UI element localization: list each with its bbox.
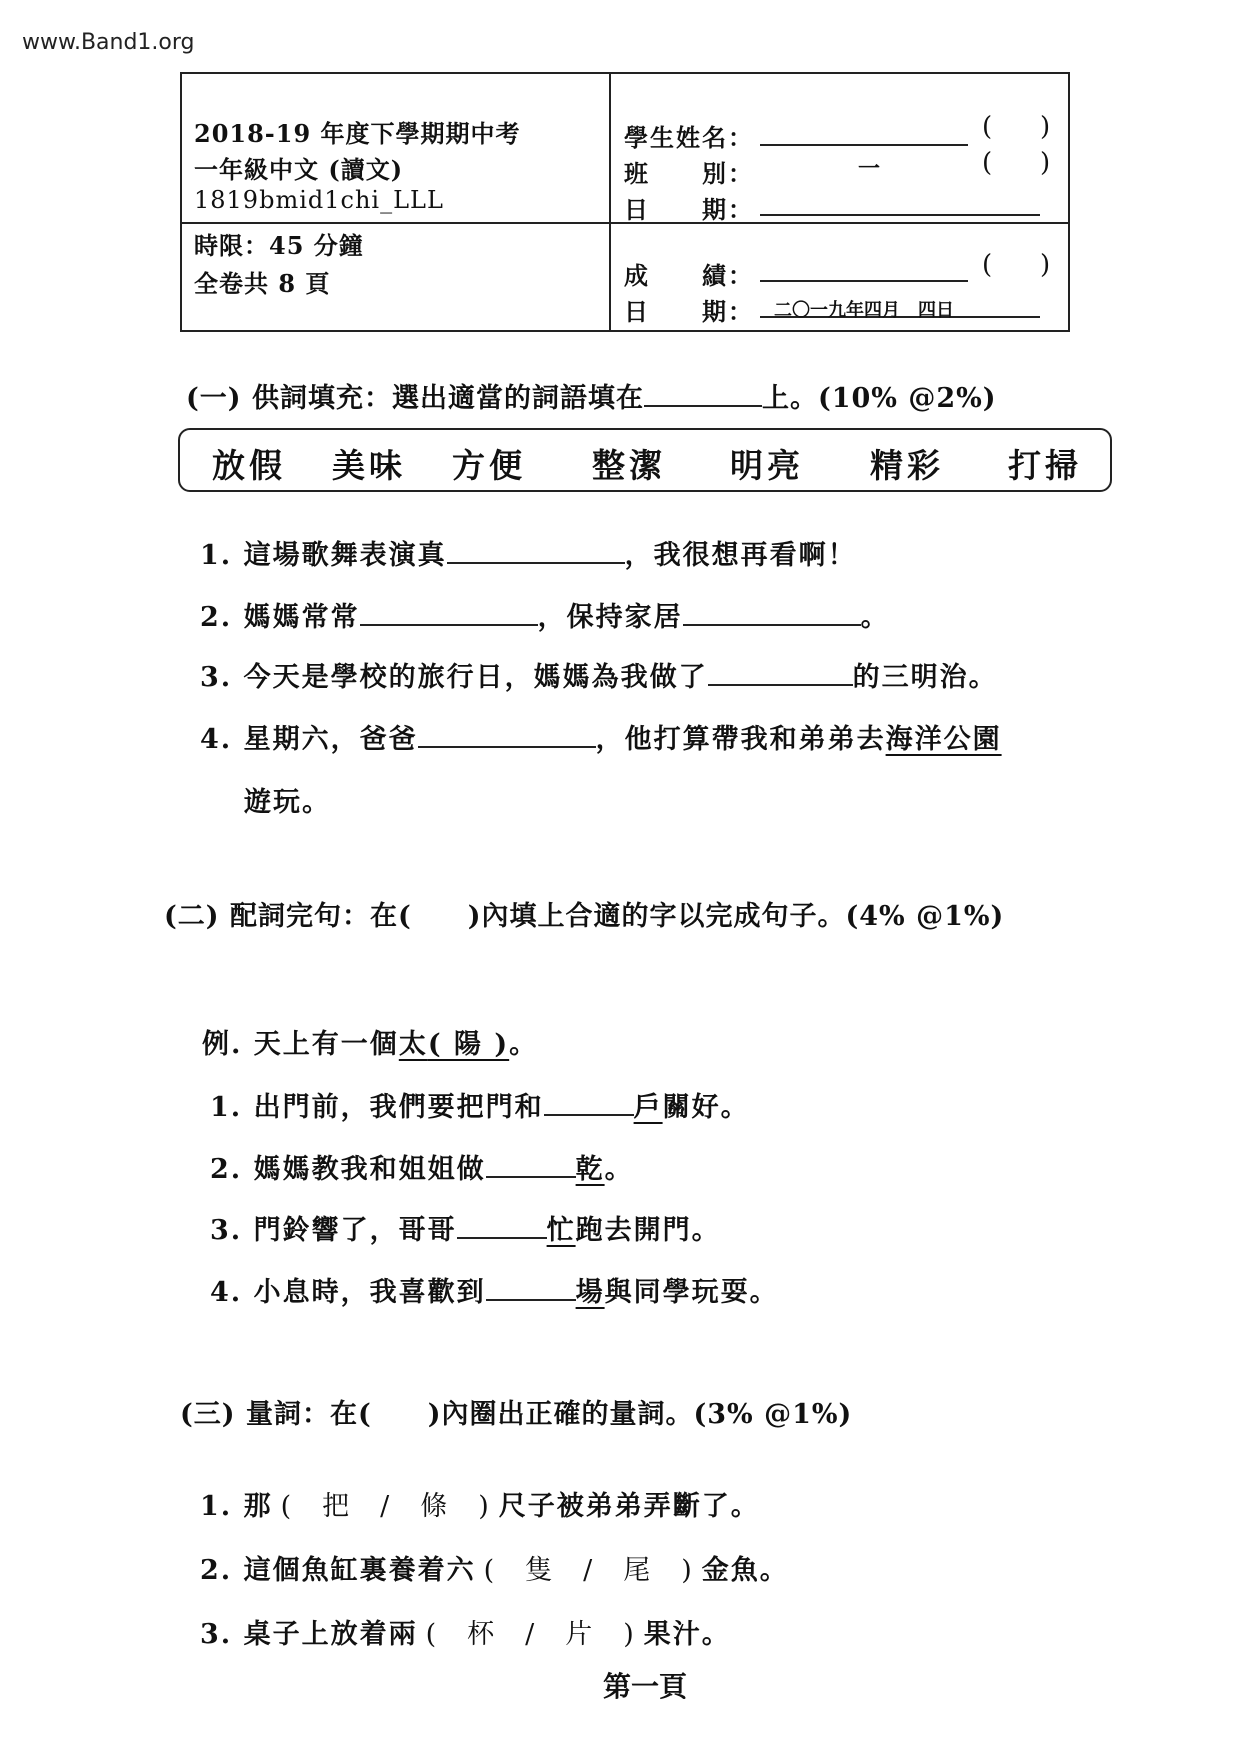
s1-q2-text-b: ，保持家居 (537, 602, 683, 633)
s2-q4-text-c: 與同學玩耍。 (604, 1277, 779, 1308)
word-bank-word: 放假 (212, 446, 286, 485)
score-field[interactable] (760, 254, 968, 282)
s2-question-3 (210, 1208, 721, 1247)
date-label: 日 期： (624, 195, 754, 224)
page-count: 全卷共 8 頁 (194, 269, 331, 298)
s3-q2-text-a: 2. 這個魚缸裏養着六 (200, 1555, 476, 1586)
s2-example-text: 例. 天上有一個 (202, 1029, 399, 1060)
s3-q1-text-b: 尺子被弟弟弄斷了。 (498, 1491, 760, 1522)
section1-title-a: (一) 供詞填充：選出適當的詞語填在 (186, 383, 644, 414)
s1-q1-text-b: ，我很想再看啊！ (624, 540, 857, 571)
s1-q4-text-a: 4. 星期六，爸爸 (200, 724, 418, 755)
s1-q3-text-b: 的三明治。 (852, 662, 998, 693)
s3-q3-options[interactable]: ( 杯 / 片 ) (425, 1619, 636, 1650)
s1-q4-blank[interactable] (418, 722, 596, 748)
s2-q4-char: 場 (575, 1277, 605, 1308)
s2-q1-text-c: 關好。 (662, 1092, 750, 1123)
s2-q1-text-a: 1. 出門前，我們要把門和 (210, 1092, 544, 1123)
header-table (180, 72, 1070, 332)
s1-q4-text-b: ，他打算帶我和弟弟去 (595, 724, 886, 755)
s3-q2-text-b: 金魚。 (701, 1555, 789, 1586)
s3-q2-options[interactable]: ( 隻 / 尾 ) (483, 1555, 694, 1586)
s3-question-1 (200, 1484, 760, 1523)
section1-title-blank (644, 381, 762, 407)
s1-question-2 (200, 595, 890, 634)
score-label: 成 績： (624, 261, 754, 290)
word-bank-word: 精彩 (870, 446, 944, 485)
s2-example-char: 太 (398, 1029, 428, 1060)
s2-q3-blank[interactable] (457, 1211, 547, 1239)
section1-title (186, 376, 997, 415)
s2-question-2 (210, 1147, 634, 1186)
s1-q2-text-c: 。 (860, 602, 890, 633)
s2-q2-text-c: 。 (604, 1154, 634, 1185)
s1-q2-blank-1[interactable] (360, 600, 538, 626)
exam-subject: 一年級中文 (讀文) (194, 155, 404, 184)
s2-q3-char: 忙 (546, 1215, 576, 1246)
class-paren-close: ) (1040, 148, 1051, 178)
s2-q4-text-a: 4. 小息時，我喜歡到 (210, 1277, 486, 1308)
name-paren-open: ( (982, 112, 993, 142)
exam-code: 1819bmid1chi_LLL (194, 186, 444, 214)
date2-value: 二〇一九年四月 四日 (774, 300, 954, 321)
s2-q2-char: 乾 (575, 1154, 605, 1185)
s1-q3-text-a: 3. 今天是學校的旅行日，媽媽為我做了 (200, 662, 708, 693)
s1-q2-text-a: 2. 媽媽常常 (200, 602, 360, 633)
student-name-label: 學生姓名： (624, 123, 754, 152)
s2-q2-text-a: 2. 媽媽教我和姐姐做 (210, 1154, 486, 1185)
s3-q3-text-a: 3. 桌子上放着兩 (200, 1619, 418, 1650)
s2-q2-blank[interactable] (486, 1150, 576, 1178)
word-bank-word: 美味 (332, 446, 406, 485)
date2-label: 日 期： (624, 297, 754, 326)
s1-q4-continuation: 遊玩。 (244, 787, 331, 818)
s1-question-1 (200, 533, 857, 572)
s3-question-2 (200, 1548, 789, 1587)
s2-example (202, 1022, 538, 1061)
word-bank-word: 整潔 (592, 446, 666, 485)
s2-question-4 (210, 1270, 779, 1309)
watermark: www.Band1.org (22, 30, 195, 55)
s3-q1-options[interactable]: ( 把 / 條 ) (280, 1491, 491, 1522)
word-bank-word: 方便 (452, 446, 526, 485)
class-paren-open: ( (982, 148, 993, 178)
word-bank-word: 打掃 (1008, 446, 1082, 485)
section2-title: (二) 配詞完句：在( )內填上合適的字以完成句子。(4% @1%) (164, 901, 1005, 932)
word-bank-box (178, 428, 1112, 492)
s3-question-3 (200, 1612, 731, 1651)
name-paren-close: ) (1040, 112, 1051, 142)
s2-q4-blank[interactable] (486, 1273, 576, 1301)
s2-question-1 (210, 1085, 750, 1124)
section1-title-b: 上。(10% @2%) (761, 383, 997, 414)
s2-example-answer: ( 陽 ) (427, 1029, 510, 1060)
s2-q1-char: 戶 (633, 1092, 663, 1123)
student-name-field[interactable] (760, 118, 968, 146)
s1-q2-blank-2[interactable] (683, 600, 861, 626)
s2-q1-blank[interactable] (544, 1088, 634, 1116)
class-value: 一 (858, 156, 881, 182)
s1-question-3 (200, 655, 998, 694)
page-number: 第一頁 (603, 1670, 688, 1703)
section3-title: (三) 量詞：在( )內圈出正確的量詞。(3% @1%) (180, 1399, 853, 1430)
s2-q3-text-a: 3. 門鈴響了，哥哥 (210, 1215, 457, 1246)
s3-q3-text-b: 果汁。 (643, 1619, 731, 1650)
s1-q1-text-a: 1. 這場歌舞表演真 (200, 540, 447, 571)
s1-q1-blank[interactable] (447, 538, 625, 564)
header-divider-vertical (609, 74, 611, 330)
s2-example-end: 。 (509, 1029, 539, 1060)
s1-question-4 (200, 717, 1002, 756)
class-label: 班 別： (624, 159, 754, 188)
s3-q1-text-a: 1. 那 (200, 1491, 273, 1522)
exam-title: 2018-19 年度下學期期中考 (194, 119, 521, 148)
word-bank-word: 明亮 (730, 446, 804, 485)
time-limit: 時限：45 分鐘 (194, 231, 364, 260)
score-paren-open: ( (982, 250, 993, 280)
s1-q3-blank[interactable] (708, 660, 853, 686)
date-field[interactable] (760, 188, 1040, 216)
score-paren-close: ) (1040, 250, 1051, 280)
s2-q3-text-c: 跑去開門。 (575, 1215, 721, 1246)
s1-q4-place: 海洋公園 (885, 724, 1002, 755)
